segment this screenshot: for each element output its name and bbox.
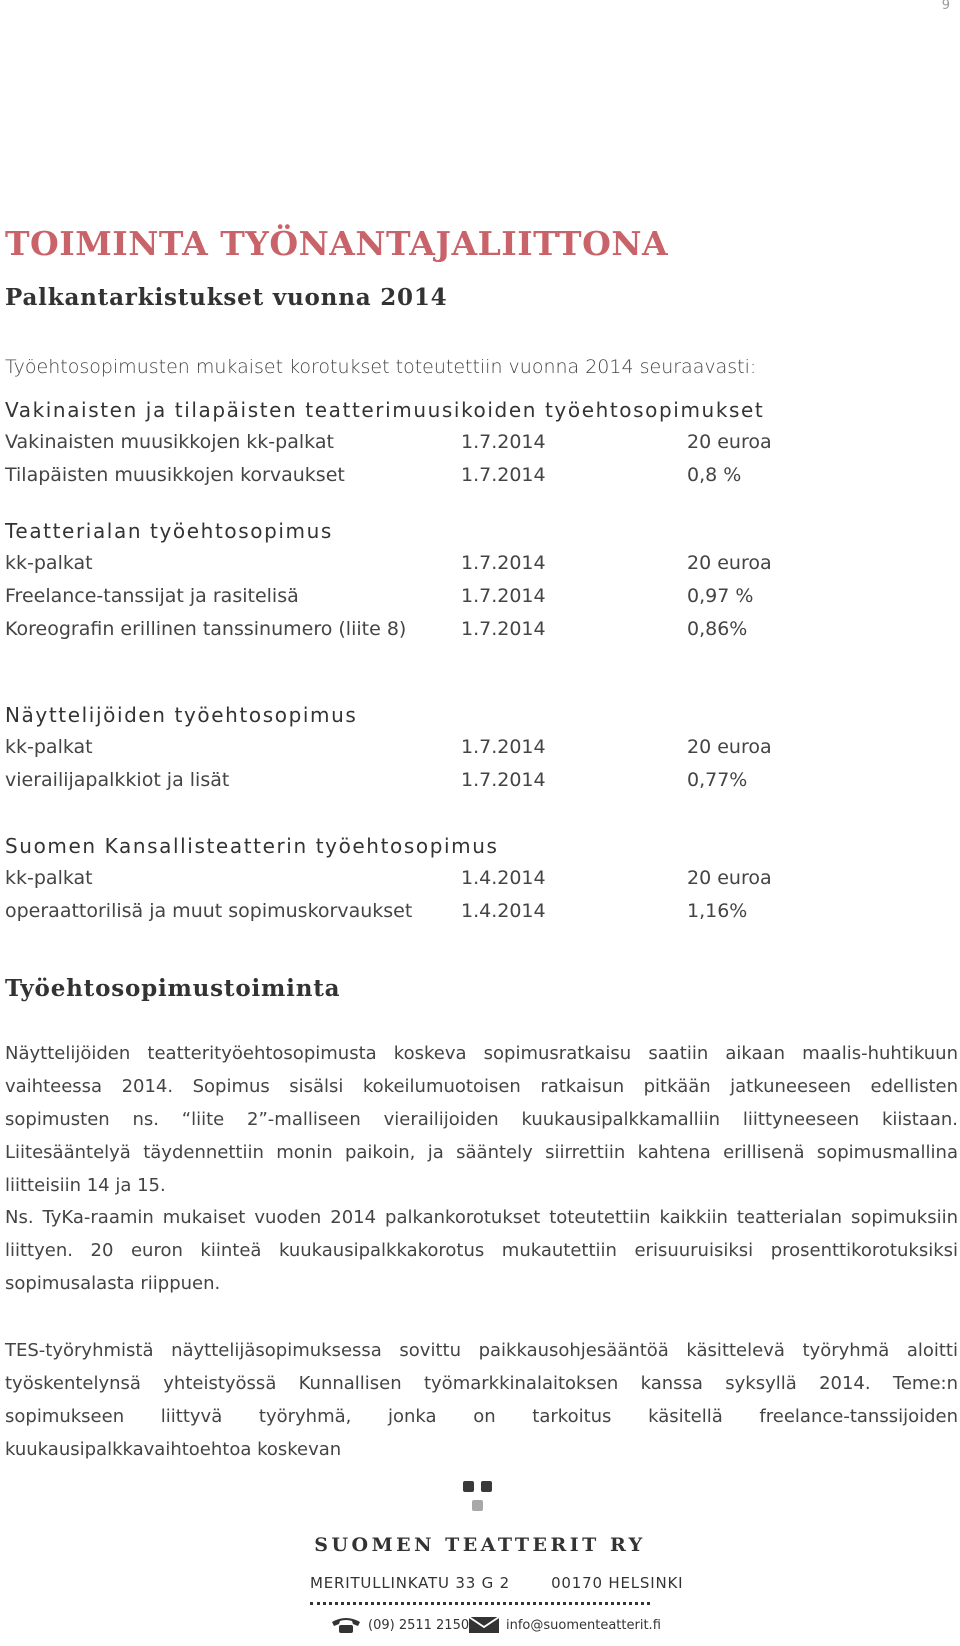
row-increase: 0,86%	[687, 618, 748, 640]
table-row	[5, 613, 905, 646]
table-row	[5, 580, 905, 613]
row-increase: 0,97 %	[687, 585, 754, 607]
row-date: 1.7.2014	[461, 736, 546, 758]
row-increase: 0,77%	[687, 769, 748, 791]
phone-icon	[330, 1616, 362, 1634]
paragraph: Ns. TyKa-raamin mukaiset vuoden 2014 palkankorotukset toteutettiin kaikkiin teatterialan sopimuksiin liittyen. 20 euron kiinteä kuukausipalkkakorotus mukautettiin erisuuruisiksi prosenttikorotuksiksi sopimusalasta riippuen.	[5, 1207, 958, 1294]
group-title: Vakinaisten ja tilapäisten teatterimuusikoiden työehtosopimukset	[5, 398, 765, 422]
divider	[310, 1602, 650, 1605]
table-row	[5, 426, 905, 459]
email-address: info@suomenteatterit.fi	[506, 1617, 661, 1633]
row-increase: 20 euroa	[687, 867, 772, 889]
agreement-group-national-theatre	[5, 830, 905, 928]
paragraph: Näyttelijöiden teatterityöehtosopimusta koskeva sopimusratkaisu saatiin aikaan maalis-huhtikuun vaihteessa 2014. Sopimus sisälsi kokeilumuotoisen ratkaisun pitkään jatkuneeseen edellisten sopimusten ns. “liite 2”-malliseen vierailijoiden kuukausipalkkamalliin liittyneeseen kiistaan. Liitesääntelyä täydennettiin monin paikoin, ja sääntely siirrettiin kahtena erillisenä sopimusmallina liitteisiin 14 ja 15.	[5, 1043, 958, 1196]
paragraph: TES-työryhmistä näyttelijäsopimuksessa sovittu paikkausohjesääntöä käsittelevä työryhmä aloitti työskentelynsä yhteistyössä Kunnallisen työmarkkinalaitoksen kanssa syksyllä 2014. Teme:n sopimukseen liittyvä työryhmä, jonka on tarkoitus käsitellä freelance-tanssijoiden kuukausipalkkavaihtoehtoa koskevan	[5, 1340, 958, 1460]
row-item: kk-palkat	[5, 736, 93, 758]
table-row	[5, 764, 905, 797]
footer	[0, 1474, 960, 1646]
row-item: operaattorilisä ja muut sopimuskorvaukset	[5, 900, 413, 922]
phone-number: (09) 2511 2150	[368, 1617, 470, 1633]
row-item: vierailijapalkkiot ja lisät	[5, 769, 230, 791]
envelope-icon	[468, 1616, 500, 1634]
group-title: Suomen Kansallisteatterin työehtosopimus	[5, 834, 499, 858]
heading-agreement-activity: Työehtosopimustoiminta	[5, 975, 341, 1002]
address	[310, 1574, 683, 1592]
row-increase: 20 euroa	[687, 431, 772, 453]
table-row	[5, 895, 905, 928]
row-item: kk-palkat	[5, 867, 93, 889]
table-row	[5, 731, 905, 764]
row-increase: 0,8 %	[687, 464, 742, 486]
row-item: Freelance-tanssijat ja rasitelisä	[5, 585, 299, 607]
row-increase: 20 euroa	[687, 552, 772, 574]
logo-mark-icon	[463, 1474, 503, 1514]
phone-contact	[330, 1616, 469, 1634]
row-item: Tilapäisten muusikkojen korvaukset	[5, 464, 345, 486]
row-date: 1.4.2014	[461, 900, 546, 922]
row-date: 1.7.2014	[461, 585, 546, 607]
table-row	[5, 459, 905, 492]
group-title: Teatterialan työehtosopimus	[5, 519, 333, 543]
row-item: Vakinaisten muusikkojen kk-palkat	[5, 431, 334, 453]
row-date: 1.7.2014	[461, 618, 546, 640]
table-row	[5, 547, 905, 580]
street-address: MERITULLINKATU 33 G 2	[310, 1574, 510, 1592]
page-number: 9	[941, 0, 950, 13]
table-row	[5, 862, 905, 895]
row-date: 1.7.2014	[461, 464, 546, 486]
intro-text: Työehtosopimusten mukaiset korotukset toteutettiin vuonna 2014 seuraavasti:	[5, 356, 757, 378]
row-date: 1.7.2014	[461, 431, 546, 453]
heading-salary-reviews: Palkantarkistukset vuonna 2014	[5, 284, 448, 311]
section-title: TOIMINTA TYÖNANTAJALIITTONA	[5, 224, 669, 263]
row-item: Koreografin erillinen tanssinumero (liite 8)	[5, 618, 407, 640]
row-increase: 1,16%	[687, 900, 748, 922]
agreement-group-actors	[5, 699, 905, 797]
email-contact	[468, 1616, 661, 1634]
group-title: Näyttelijöiden työehtosopimus	[5, 703, 358, 727]
postal-address: 00170 HELSINKI	[551, 1574, 684, 1592]
organization-name: SUOMEN TEATTERIT RY	[314, 1534, 646, 1556]
row-item: kk-palkat	[5, 552, 93, 574]
agreement-group-theatre	[5, 515, 905, 646]
row-date: 1.7.2014	[461, 769, 546, 791]
row-date: 1.7.2014	[461, 552, 546, 574]
row-increase: 20 euroa	[687, 736, 772, 758]
row-date: 1.4.2014	[461, 867, 546, 889]
agreement-group-musicians	[5, 394, 905, 492]
